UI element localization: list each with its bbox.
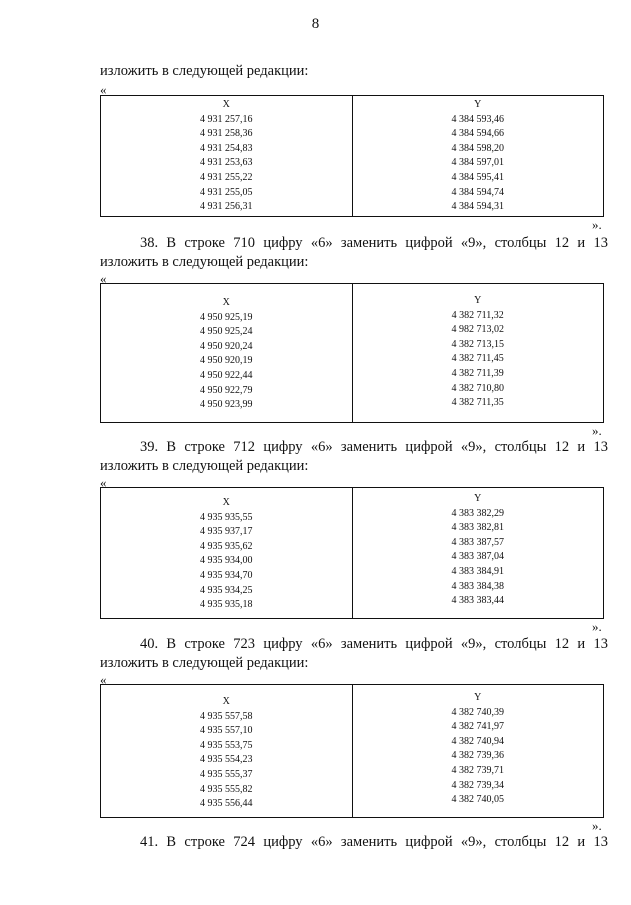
y-value: 4 384 595,41 xyxy=(451,171,504,183)
x-value: 4 931 253,63 xyxy=(200,157,253,169)
x-value: 4 950 925,24 xyxy=(200,326,253,338)
y-column xyxy=(352,685,604,817)
y-value: 4 982 713,02 xyxy=(451,324,504,336)
x-value: 4 935 556,44 xyxy=(200,798,253,810)
x-value: 4 935 554,23 xyxy=(200,754,253,766)
x-header: X xyxy=(222,497,230,508)
x-column xyxy=(101,96,352,216)
y-value: 4 383 383,44 xyxy=(451,595,504,607)
y-header: Y xyxy=(474,295,482,306)
x-value: 4 950 925,19 xyxy=(200,311,253,323)
x-column xyxy=(101,685,352,817)
amendment-39 xyxy=(100,438,608,476)
amendment-39-line2: изложить в следующей редакции: xyxy=(100,458,309,474)
x-value: 4 935 935,18 xyxy=(200,599,253,611)
x-value: 4 935 557,10 xyxy=(200,725,253,737)
y-value: 4 382 741,97 xyxy=(451,721,504,733)
quote-close-2: ». xyxy=(592,423,602,438)
amendment-41-line1: 41. В строке 724 цифру «6» заменить цифрой «9», столбцы 12 и 13 xyxy=(140,834,608,850)
x-value: 4 935 935,62 xyxy=(200,540,253,552)
x-value: 4 935 934,70 xyxy=(200,569,253,581)
y-value: 4 382 740,05 xyxy=(451,794,504,806)
quote-close-4: ». xyxy=(592,818,602,833)
y-column xyxy=(352,488,604,618)
x-header: X xyxy=(222,297,230,308)
coordinate-table-3 xyxy=(100,487,604,619)
amendment-40-line2: изложить в следующей редакции: xyxy=(100,655,309,671)
y-column xyxy=(352,284,604,422)
page-number: 8 xyxy=(311,16,320,32)
y-value: 4 382 711,39 xyxy=(451,367,504,379)
y-value: 4 384 598,20 xyxy=(451,142,504,154)
coordinate-table-2 xyxy=(100,283,604,423)
y-value: 4 383 382,29 xyxy=(451,507,504,519)
amendment-40-line1: 40. В строке 723 цифру «6» заменить цифрой «9», столбцы 12 и 13 xyxy=(140,636,608,652)
x-value: 4 935 555,37 xyxy=(200,768,253,780)
intro-continuation: изложить в следующей редакции: xyxy=(100,63,309,79)
y-value: 4 382 711,35 xyxy=(451,397,504,409)
x-value: 4 950 922,79 xyxy=(200,384,253,396)
x-value: 4 931 254,83 xyxy=(200,142,253,154)
quote-open-4: « xyxy=(100,672,107,687)
x-value: 4 950 920,24 xyxy=(200,340,253,352)
x-value: 4 935 937,17 xyxy=(200,526,253,538)
y-value: 4 383 384,91 xyxy=(451,565,504,577)
y-value: 4 383 387,57 xyxy=(451,536,504,548)
quote-close-1: ». xyxy=(592,217,602,232)
x-value: 4 931 256,31 xyxy=(200,201,253,213)
amendment-38-line2: изложить в следующей редакции: xyxy=(100,254,309,270)
y-value: 4 382 739,71 xyxy=(451,764,504,776)
y-header: Y xyxy=(474,493,482,504)
quote-close-3: ». xyxy=(592,619,602,634)
y-value: 4 384 594,31 xyxy=(451,201,504,213)
x-value: 4 935 934,00 xyxy=(200,555,253,567)
coordinate-table-4 xyxy=(100,684,604,818)
y-value: 4 382 740,39 xyxy=(451,706,504,718)
y-value: 4 383 384,38 xyxy=(451,580,504,592)
y-column xyxy=(352,96,604,216)
x-value: 4 935 557,58 xyxy=(200,710,253,722)
x-value: 4 935 935,55 xyxy=(200,511,253,523)
x-header: X xyxy=(222,99,230,110)
x-value: 4 935 934,25 xyxy=(200,584,253,596)
y-value: 4 382 740,94 xyxy=(451,735,504,747)
y-value: 4 384 594,74 xyxy=(451,186,504,198)
y-value: 4 383 382,81 xyxy=(451,522,504,534)
coordinate-table-1 xyxy=(100,95,604,217)
y-value: 4 382 739,36 xyxy=(451,750,504,762)
x-value: 4 931 257,16 xyxy=(200,113,253,125)
amendment-41 xyxy=(100,833,608,852)
x-value: 4 931 255,22 xyxy=(200,171,253,183)
amendment-38 xyxy=(100,234,608,272)
x-value: 4 931 258,36 xyxy=(200,128,253,140)
y-value: 4 384 597,01 xyxy=(451,157,504,169)
y-header: Y xyxy=(474,692,482,703)
x-value: 4 931 255,05 xyxy=(200,186,253,198)
x-column xyxy=(101,488,352,618)
y-value: 4 384 593,46 xyxy=(451,113,504,125)
y-value: 4 382 711,45 xyxy=(451,353,504,365)
quote-open-1: « xyxy=(100,82,107,97)
y-value: 4 382 713,15 xyxy=(451,338,504,350)
x-value: 4 935 555,82 xyxy=(200,783,253,795)
amendment-39-line1: 39. В строке 712 цифру «6» заменить цифрой «9», столбцы 12 и 13 xyxy=(140,439,608,455)
x-value: 4 950 920,19 xyxy=(200,355,253,367)
y-value: 4 382 710,80 xyxy=(451,382,504,394)
x-header: X xyxy=(222,696,230,707)
x-value: 4 950 922,44 xyxy=(200,369,253,381)
y-value: 4 382 739,34 xyxy=(451,779,504,791)
quote-open-3: « xyxy=(100,475,107,490)
x-value: 4 950 923,99 xyxy=(200,399,253,411)
y-value: 4 383 387,04 xyxy=(451,551,504,563)
amendment-38-line1: 38. В строке 710 цифру «6» заменить цифрой «9», столбцы 12 и 13 xyxy=(140,235,608,251)
x-column xyxy=(101,284,352,422)
x-value: 4 935 553,75 xyxy=(200,739,253,751)
y-value: 4 384 594,66 xyxy=(451,128,504,140)
y-header: Y xyxy=(474,99,482,110)
y-value: 4 382 711,32 xyxy=(451,309,504,321)
quote-open-2: « xyxy=(100,271,107,286)
amendment-40 xyxy=(100,635,608,673)
